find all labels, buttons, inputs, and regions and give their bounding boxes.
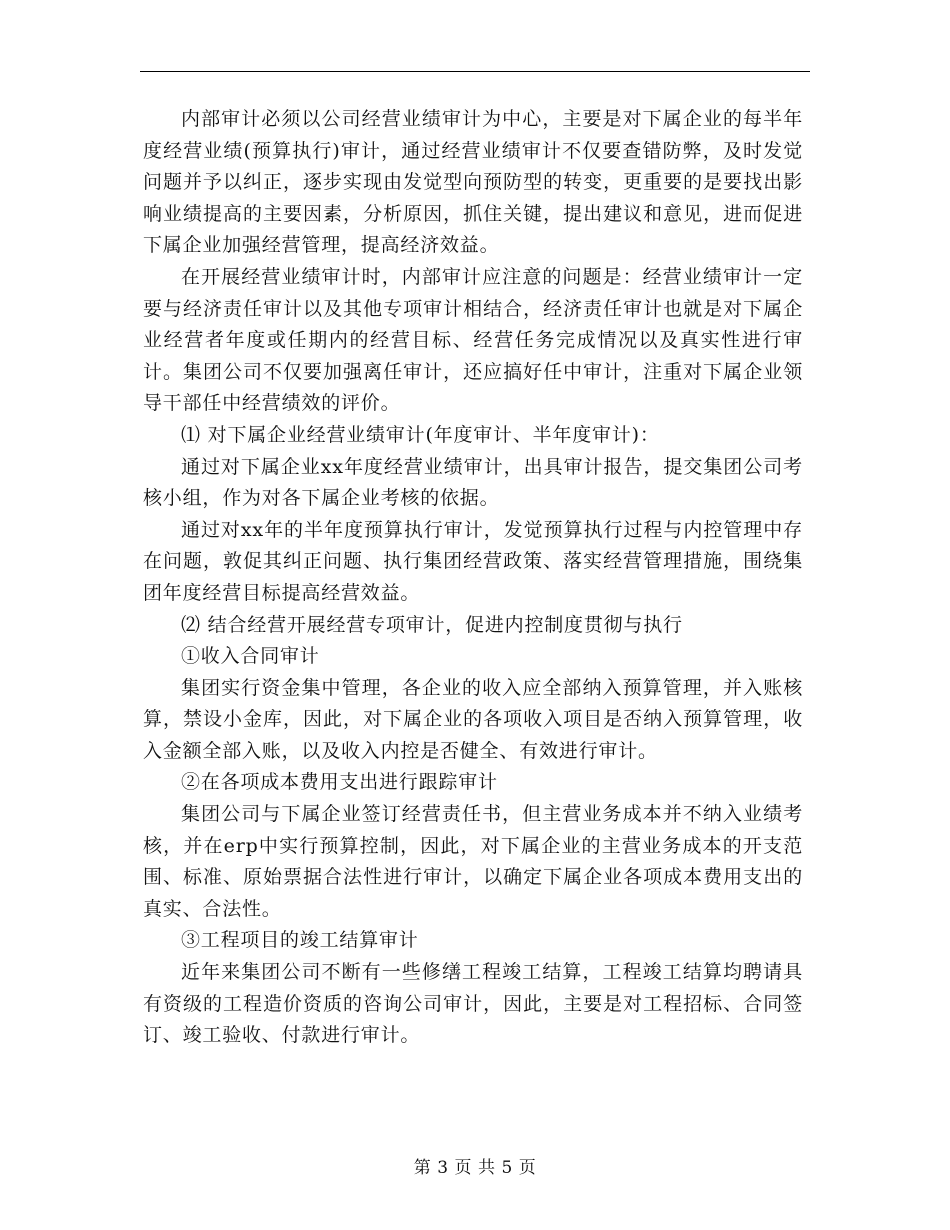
header-rule xyxy=(140,71,810,72)
paragraph: 集团实行资金集中管理，各企业的收入应全部纳入预算管理，并入账核算，禁设小金库，因此，对下属企业的各项收入项目是否纳入预算管理，收入金额全部入账，以及收入内控是否健全、有效进行审计。 xyxy=(143,676,803,762)
paragraph: 在开展经营业绩审计时，内部审计应注意的问题是：经营业绩审计一定要与经济责任审计以及其他专项审计相结合，经济责任审计也就是对下属企业经营者年度或任期内的经营目标、经营任务完成情况以及真实性进行审计。集团公司不仅要加强离任审计，还应搞好任中审计，注重对下属企业领导干部任中经营绩效的评价。 xyxy=(143,265,803,415)
subsection-heading: ②在各项成本费用支出进行跟踪审计 xyxy=(181,771,498,794)
paragraph: 集团公司与下属企业签订经营责任书，但主营业务成本并不纳入业绩考核，并在erp中实行预算控制，因此，对下属企业的主营业务成本的开支范围、标准、原始票据合法性进行审计，以确定下属企业各项成本费用支出的真实、合法性。 xyxy=(143,803,803,920)
page-footer xyxy=(0,1153,950,1178)
section-heading: ⑵ 结合经营开展经营专项审计，促进内控制度贯彻与执行 xyxy=(181,613,683,636)
section-heading: ⑴ 对下属企业经营业绩审计(年度审计、半年度审计)： xyxy=(181,423,660,446)
paragraph: 通过对下属企业xx年度经营业绩审计，出具审计报告，提交集团公司考核小组，作为对各下属企业考核的依据。 xyxy=(143,455,803,510)
subsection-heading: ③工程项目的竣工结算审计 xyxy=(181,929,419,952)
page-label-mid: 页 共 xyxy=(454,1158,496,1178)
paragraph: 通过对xx年的半年度预算执行审计，发觉预算执行过程与内控管理中存在问题，敦促其纠正问题、执行集团经营政策、落实经营管理措施，围绕集团年度经营目标提高经营效益。 xyxy=(143,518,803,604)
page-label-prefix: 第 xyxy=(413,1158,432,1178)
subsection-heading: ①收入合同审计 xyxy=(181,645,320,668)
paragraph: 近年来集团公司不断有一些修缮工程竣工结算，工程竣工结算均聘请具有资级的工程造价资质的咨询公司审计，因此，主要是对工程招标、合同签订、竣工验收、付款进行审计。 xyxy=(143,961,803,1047)
page-label-suffix: 页 xyxy=(518,1158,537,1178)
document-body xyxy=(143,104,803,1052)
total-pages-number: 5 xyxy=(501,1158,513,1178)
paragraph: 内部审计必须以公司经营业绩审计为中心，主要是对下属企业的每半年度经营业绩(预算执行)审计，通过经营业绩审计不仅要查错防弊，及时发觉问题并予以纠正，逐步实现由发觉型向预防型的转变，更重要的是要找出影响业绩提高的主要因素，分析原因，抓住关键，提出建议和意见，进而促进下属企业加强经营管理，提高经济效益。 xyxy=(143,108,803,257)
current-page-number: 3 xyxy=(437,1158,449,1178)
